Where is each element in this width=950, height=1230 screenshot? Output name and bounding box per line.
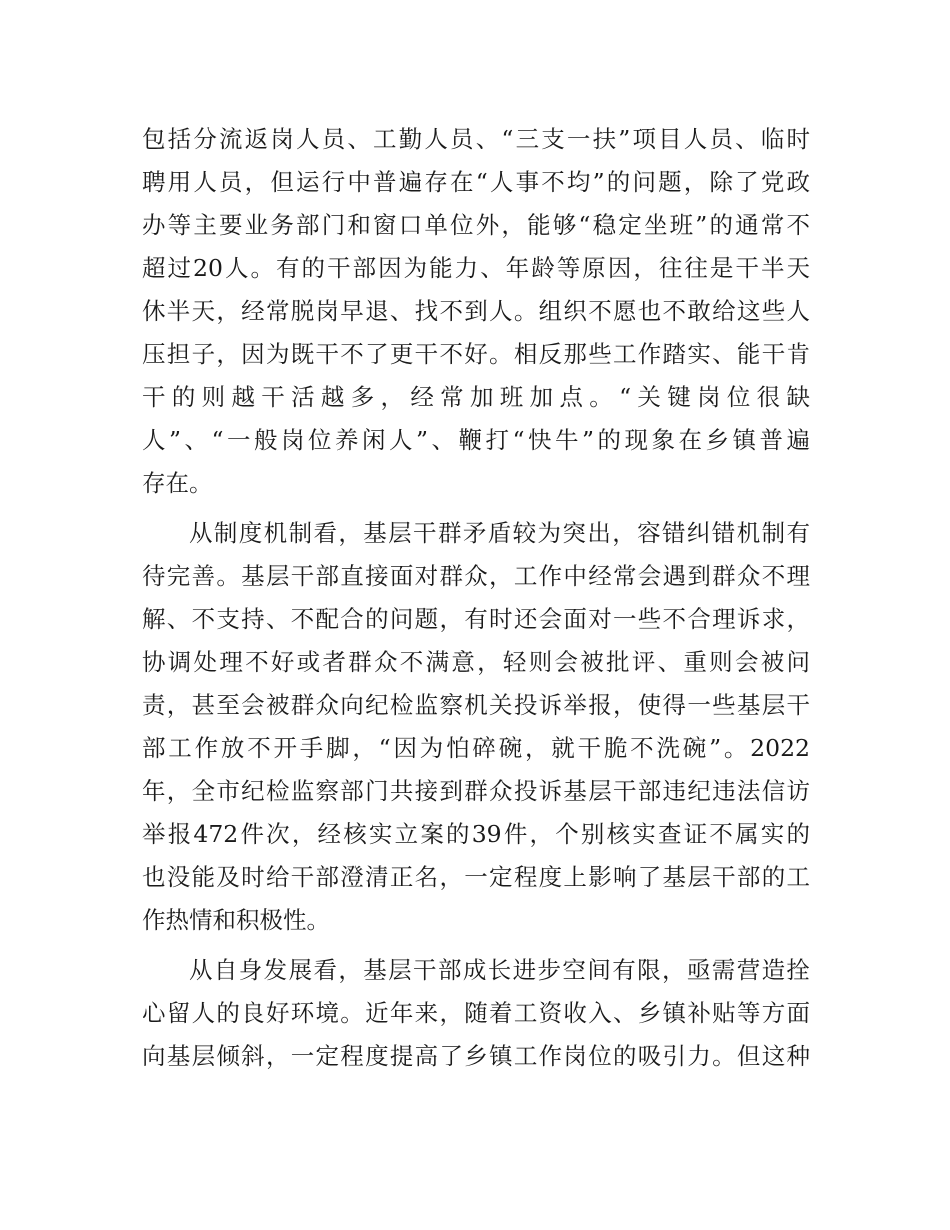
- text-line: 责，甚至会被群众向纪检监察机关投诉举报，使得一些基层干: [142, 691, 810, 719]
- text-line: 协调处理不好或者群众不满意，轻则会被批评、重则会被问: [142, 648, 810, 676]
- text-line: 心留人的良好环境。近年来，随着工资收入、乡镇补贴等方面: [142, 999, 810, 1027]
- text-line: 待完善。基层干部直接面对群众，工作中经常会遇到群众不理: [142, 562, 810, 590]
- text-line: 年，全市纪检监察部门共接到群众投诉基层干部违纪违法信访: [142, 777, 810, 805]
- text-line: 部工作放不开手脚，“因为怕碎碗，就干脆不洗碗”。2022: [142, 734, 810, 762]
- text-line: 办等主要业务部门和窗口单位外，能够“稳定坐班”的通常不: [142, 211, 810, 239]
- text-line: 从自身发展看，基层干部成长进步空间有限，亟需营造拴: [189, 956, 810, 984]
- text-line: 从制度机制看，基层干群矛盾较为突出，容错纠错机制有: [189, 519, 810, 547]
- text-line: 休半天，经常脱岗早退、找不到人。组织不愿也不敢给这些人: [142, 297, 810, 325]
- text-line: 存在。: [142, 469, 213, 497]
- text-line: 超过20人。有的干部因为能力、年龄等原因，往往是干半天: [142, 254, 810, 282]
- body-text: [142, 118, 810, 1078]
- text-line: 解、不支持、不配合的问题，有时还会面对一些不合理诉求，: [142, 605, 810, 633]
- text-line: 人”、“一般岗位养闲人”、鞭打“快牛”的现象在乡镇普遍: [142, 426, 810, 454]
- text-line: 向基层倾斜，一定程度提高了乡镇工作岗位的吸引力。但这种: [142, 1042, 810, 1070]
- text-line: 聘用人员，但运行中普遍存在“人事不均”的问题，除了党政: [142, 168, 810, 196]
- text-line: 举报472件次，经核实立案的39件，个别核实查证不属实的: [142, 820, 810, 848]
- text-line: 干的则越干活越多，经常加班加点。“关键岗位很缺: [142, 383, 810, 411]
- text-line: 压担子，因为既干不了更干不好。相反那些工作踏实、能干肯: [142, 340, 810, 368]
- text-line: 也没能及时给干部澄清正名，一定程度上影响了基层干部的工: [142, 863, 810, 891]
- text-line: 包括分流返岗人员、工勤人员、“三支一扶”项目人员、临时: [142, 125, 810, 153]
- text-line: 作热情和积极性。: [142, 906, 330, 934]
